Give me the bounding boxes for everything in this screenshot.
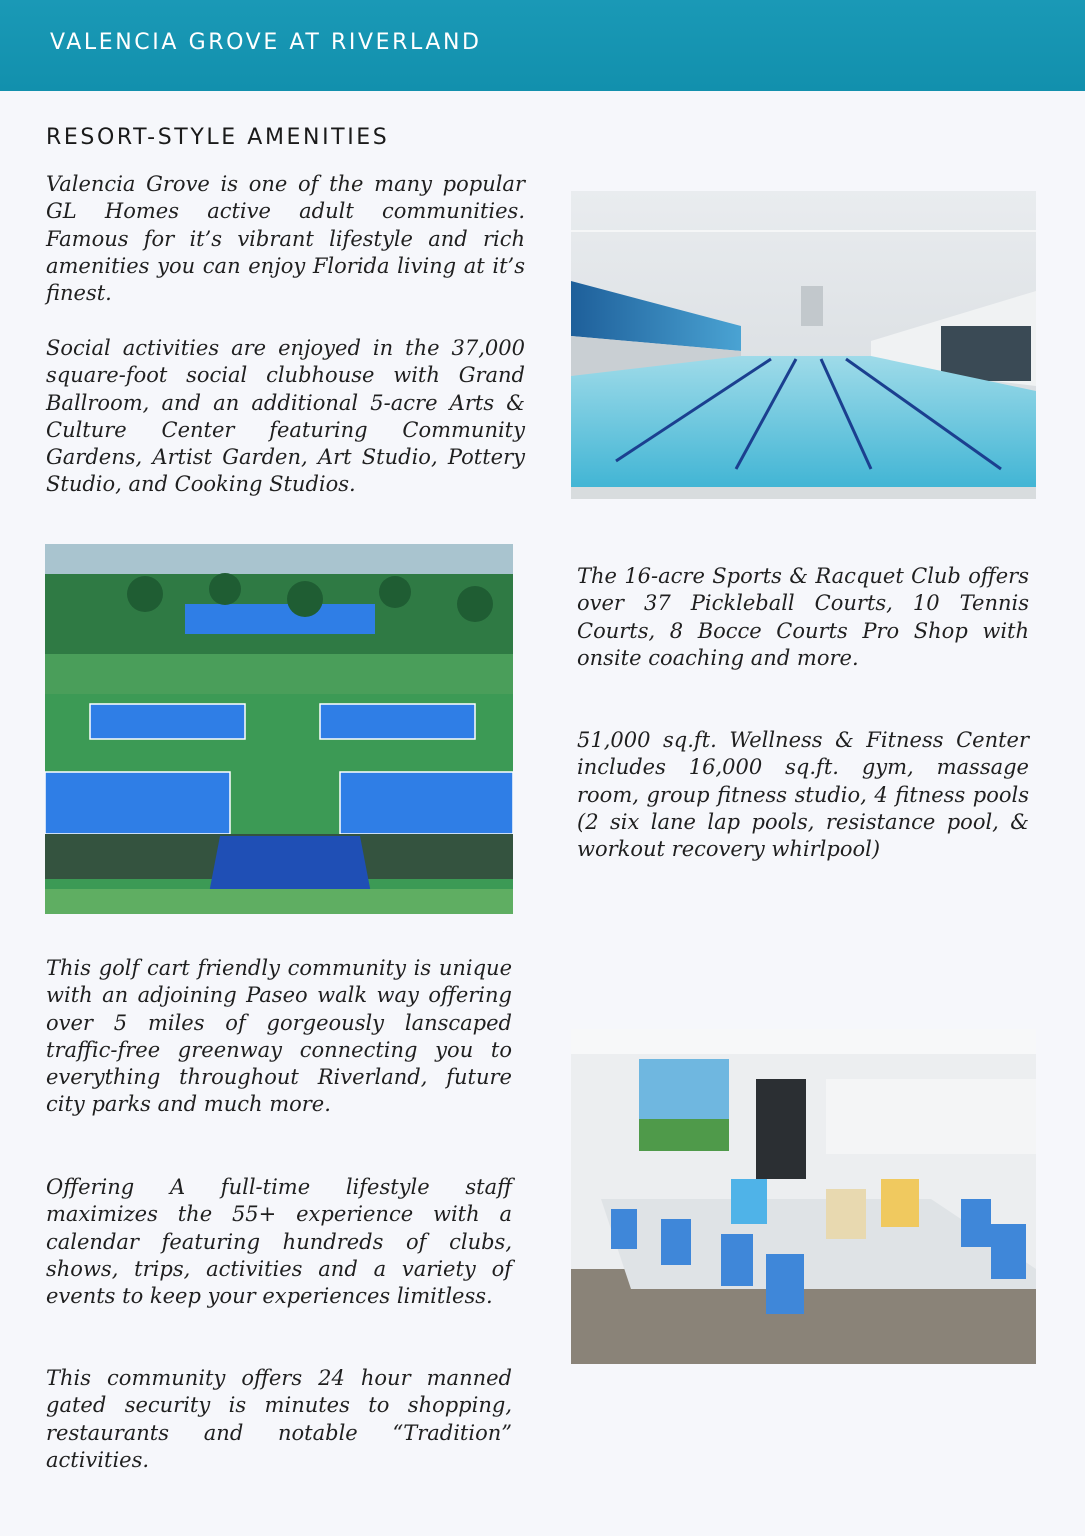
paragraph-wellness: 51,000 sq.ft. Wellness & Fitness Center includes 16,000 sq.ft. gym, massage room, group fitness studio, 4 fitness pools (2 six lane lap pools, resistance pool, & workout recovery whirlpool) <box>577 728 1029 862</box>
header-title: VALENCIA GROVE AT RIVERLAND <box>50 30 482 55</box>
paragraph-golf: This golf cart friendly community is unique with an adjoining Paseo walk way offering over 5 miles of gorgeously lanscaped traffic-free greenway connecting you to everything throughout Riverland, future city parks and much more. <box>46 956 512 1117</box>
paragraph-security: This community offers 24 hour manned gated security is minutes to shopping, restaurants and notable “Tradition” activities. <box>46 1366 512 1472</box>
art-studio-photo <box>571 1029 1036 1364</box>
pickleball-courts-photo <box>45 544 513 914</box>
section-title: RESORT-STYLE AMENITIES <box>46 125 390 150</box>
paragraph-staff: Offering A full-time lifestyle staff maximizes the 55+ experience with a calendar featuring hundreds of clubs, shows, trips, activities and a variety of events to keep your experiences limitless. <box>46 1175 512 1309</box>
indoor-pool-photo <box>571 191 1036 499</box>
paragraph-sports: The 16-acre Sports & Racquet Club offers over 37 Pickleball Courts, 10 Tennis Courts, 8 Bocce Courts Pro Shop with onsite coaching and more. <box>577 564 1029 670</box>
paragraph-social: Social activities are enjoyed in the 37,000 square-foot social clubhouse with Grand Ballroom, and an additional 5-acre Arts & Culture Center featuring Community Gardens, Artist Garden, Art Studio, Pottery Studio, and Cooking Studios. <box>46 336 525 497</box>
page-header <box>0 0 1085 91</box>
paragraph-intro: Valencia Grove is one of the many popular GL Homes active adult communities. Famous for it’s vibrant lifestyle and rich amenities you can enjoy Florida living at it’s finest. <box>46 172 525 306</box>
